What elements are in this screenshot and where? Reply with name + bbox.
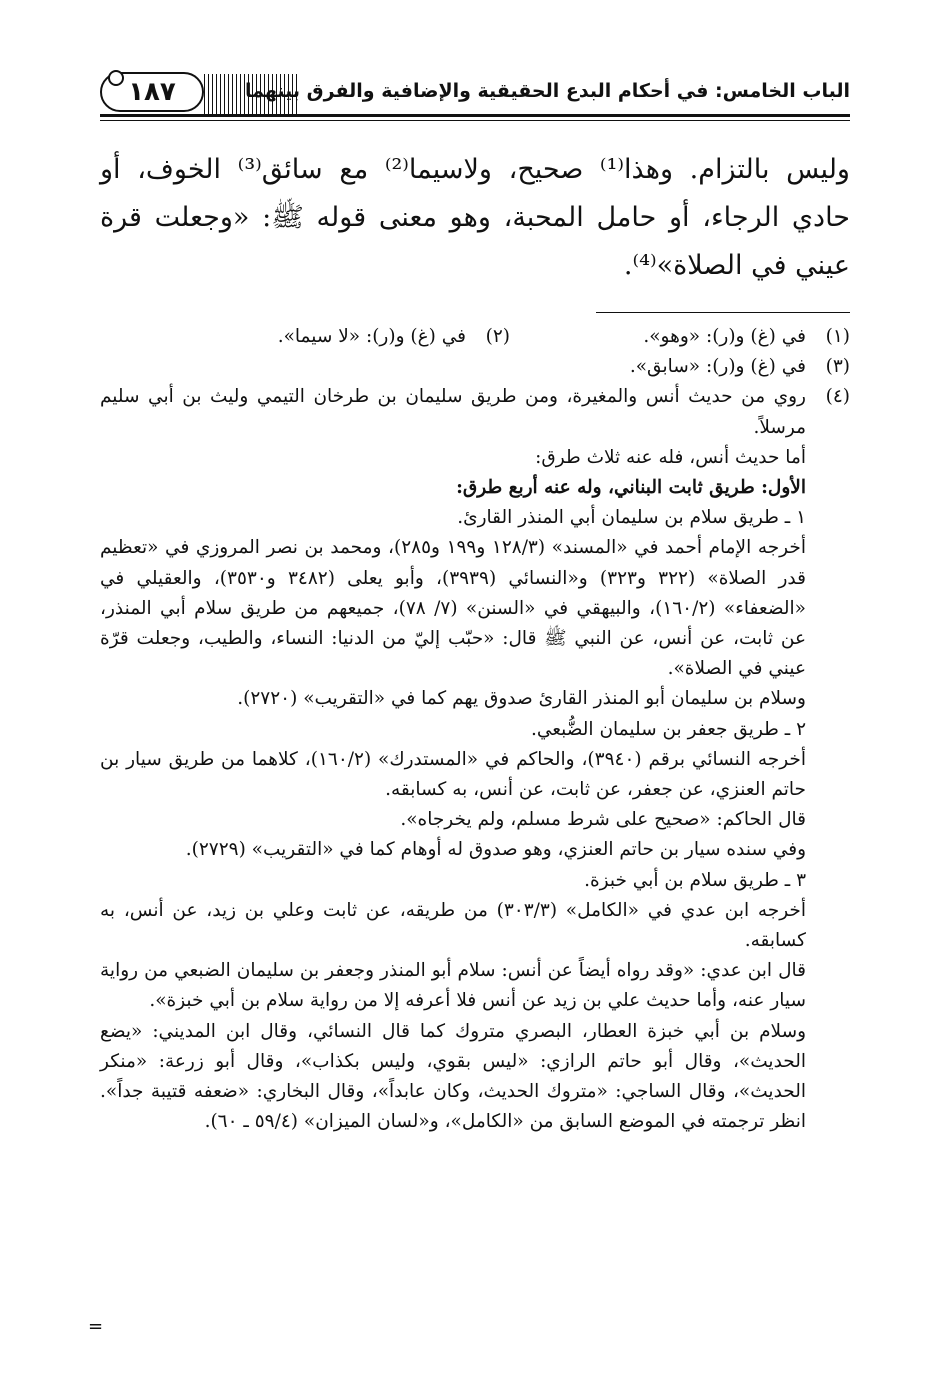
ornament-ring-icon — [108, 70, 124, 86]
footnote-paragraph: ٣ ـ طريق سلام بن أبي خبزة. — [584, 869, 806, 891]
footnote-paragraph: قال الحاكم: «صحيح على شرط مسلم، ولم يخرجاه». — [400, 809, 806, 831]
footnote-paragraph: ٢ ـ طريق جعفر بن سليمان الضُّبعي. — [530, 718, 806, 740]
footnote-text: في (غ) و(ر): «سابق». — [629, 356, 806, 378]
footnote-2 — [278, 322, 510, 352]
footnote-paragraph: أخرجه النسائي برقم (٣٩٤٠)، والحاكم في «المستدرك» (١٦٠/٢)، كلاهما من طريق سيار بن حاتم العنزي، عن جعفر، عن ثابت، عن أنس، به كسابقه. — [100, 748, 806, 801]
page-header — [100, 62, 850, 126]
footnote-row-1-2 — [100, 322, 850, 352]
footnote-number: (٤) — [825, 386, 850, 408]
footnote-separator — [596, 312, 850, 313]
footnote-paragraph: وسلام بن أبي خبزة العطار، البصري متروك كما قال النسائي، وقال ابن المديني: «يضع الحديث»، وقال أبو حاتم الرازي: «ليس بقوي، وليس بكذاب»، وقال أبو زرعة: «منكر الحديث»، وقال الساجي: «متروك الحديث، وكان عابداً»، وقال البخاري: «ضعفه قتيبة جداً». انظر ترجمته في الموضع السابق من «الكامل»، و«لسان الميزان» (٥٩/٤ ـ ٦٠). — [100, 1020, 806, 1133]
footnote-number: (٣) — [825, 356, 850, 378]
footnote-paragraph: وفي سنده سيار بن حاتم العنزي، وهو صدوق له أوهام كما في «التقريب» (٢٧٢٩). — [185, 839, 806, 861]
continuation-mark: = — [88, 1316, 104, 1337]
chapter-title: الباب الخامس: في أحكام البدع الحقيقية والإضافية والفرق بينهما — [245, 80, 850, 102]
main-text — [100, 146, 850, 290]
footnote-text: في (غ) و(ر): «وهو». — [643, 326, 806, 347]
footnote-paragraph: وسلام بن سليمان أبو المنذر القارئ صدوق يهم كما في «التقريب» (٢٧٢٠). — [237, 688, 806, 710]
footnotes — [100, 322, 850, 1137]
footnote-3 — [100, 352, 850, 382]
footnote-paragraph: قال ابن عدي: «وقد رواه أيضاً عن أنس: سلام أبو المنذر وجعفر بن سليمان الضبعي من رواية سيار عنه، وأما حديث علي بن زيد عن أنس فلا أعرفه إلا من رواية سلام بن أبي خبزة». — [100, 960, 806, 1012]
footnote-number: (١) — [825, 326, 850, 347]
footnote-paragraph: أخرجه الإمام أحمد في «المسند» (١٢٨/٣ و١٩٩ و٢٨٥)، ومحمد بن نصر المروزي في «تعظيم قدر الصلاة» (٣٢٢ و٣٢٣) و«النسائي (٣٩٣٩)، وأبو يعلى (٣٤٨٢ و٣٥٣٠)، والعقيلي في «الضعفاء» (١٦٠/٢)، والبيهقي في «السنن» (٧/ ٧٨)، جميعهم من طريق سلام أبي المنذر، عن ثابت، عن أنس، عن النبي ﷺ قال: «حبّب إليّ من الدنيا: النساء، والطيب، وجعلت قرّة عيني في الصلاة». — [100, 537, 806, 680]
main-paragraph: وليس بالتزام. وهذا⁽¹⁾ صحيح، ولاسيما⁽²⁾ مع سائق⁽³⁾ الخوف، أو حادي الرجاء، أو حامل المحبة، وهو معنى قوله ﷺ: «وجعلت قرة عيني في الصلاة»⁽⁴⁾. — [100, 154, 850, 281]
footnote-1 — [510, 322, 850, 352]
footnote-paragraph: أخرجه ابن عدي في «الكامل» (٣٠٣/٣) من طريقه، عن ثابت وعلي بن زيد، عن أنس، به كسابقه. — [100, 899, 806, 952]
header-rule-thin — [100, 120, 850, 121]
footnote-body — [100, 382, 806, 1137]
footnote-paragraph: الأول: طريق ثابت البناني، وله عنه أربع طرق: — [456, 477, 806, 499]
footnote-number: (٢) — [485, 326, 510, 347]
page-number-text: ١٨٧ — [128, 77, 176, 107]
header-rule — [100, 114, 850, 117]
footnote-4 — [100, 382, 850, 1137]
footnote-paragraph: روي من حديث أنس والمغيرة، ومن طريق سليمان بن طرخان التيمي وليث بن أبي سليم مرسلاً. — [100, 386, 806, 438]
footnote-paragraph: أما حديث أنس، فله عنه ثلاث طرق: — [535, 446, 806, 468]
footnote-text: في (غ) و(ر): «لا سيما». — [277, 326, 466, 347]
footnote-paragraph: ١ ـ طريق سلام بن سليمان أبي المنذر القارئ. — [457, 507, 806, 529]
